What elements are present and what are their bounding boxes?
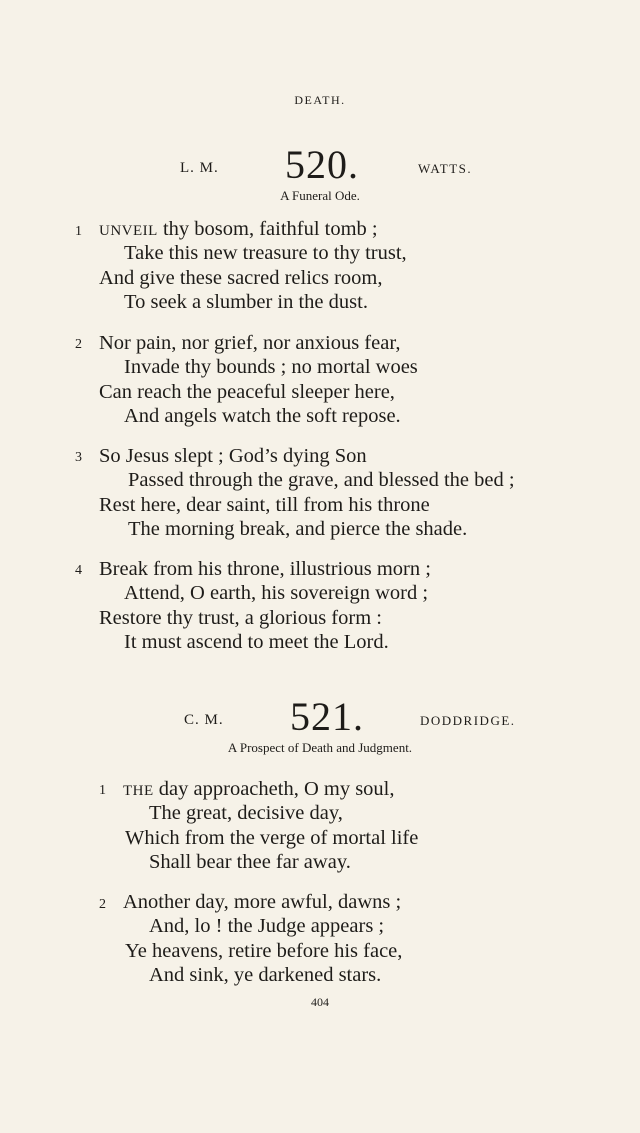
hymn-520-heading bbox=[0, 143, 640, 193]
verse-line: So Jesus slept ; God’s dying Son bbox=[99, 445, 367, 467]
verse-line: To seek a slumber in the dust. bbox=[124, 291, 368, 313]
hymn-number: 520. bbox=[285, 142, 359, 187]
verse-line: Nor pain, nor grief, nor anxious fear, bbox=[99, 332, 401, 354]
verse-line: And sink, ye darkened stars. bbox=[149, 964, 382, 986]
hymn-subtitle: A Prospect of Death and Judgment. bbox=[227, 740, 413, 755]
stanza-number: 1 bbox=[99, 783, 106, 798]
verse-line: THE day approacheth, O my soul, bbox=[123, 778, 395, 800]
verse-line: And, lo ! the Judge appears ; bbox=[149, 915, 385, 937]
stanza-number: 1 bbox=[75, 224, 82, 239]
verse-line: Rest here, dear saint, till from his throne bbox=[99, 494, 430, 516]
verse-line: Shall bear thee far away. bbox=[149, 851, 351, 873]
verse-line: Another day, more awful, dawns ; bbox=[123, 891, 402, 913]
verse-line: It must ascend to meet the Lord. bbox=[124, 631, 389, 653]
verse-line: And give these sacred relics room, bbox=[99, 267, 383, 289]
page-number: 404 bbox=[311, 995, 329, 1009]
stanza-number: 3 bbox=[75, 450, 82, 465]
running-head: DEATH. bbox=[294, 93, 346, 107]
verse-line: Invade thy bounds ; no mortal woes bbox=[124, 356, 418, 378]
verse-line: Restore thy trust, a glorious form : bbox=[99, 607, 382, 629]
verse-line: UNVEIL thy bosom, faithful tomb ; bbox=[99, 218, 378, 240]
verse-line: The morning break, and pierce the shade. bbox=[128, 518, 468, 540]
hymn-author: DODDRIDGE. bbox=[420, 713, 516, 728]
hymn-subtitle: A Funeral Ode. bbox=[280, 188, 360, 203]
verse-line: Attend, O earth, his sovereign word ; bbox=[124, 582, 429, 604]
verse-line: Ye heavens, retire before his face, bbox=[125, 940, 403, 962]
hymn-number: 521. bbox=[290, 694, 364, 739]
stanza-number: 2 bbox=[99, 897, 106, 912]
verse-line: The great, decisive day, bbox=[149, 802, 343, 824]
verse-line: Break from his throne, illustrious morn ; bbox=[99, 558, 431, 580]
stanza-number: 4 bbox=[75, 563, 82, 578]
initial-word: UNVEIL bbox=[99, 223, 158, 239]
hymn-meter: L. M. bbox=[180, 160, 219, 176]
hymn-author: WATTS. bbox=[418, 161, 473, 176]
hymn-meter: C. M. bbox=[184, 712, 224, 728]
hymn-521-heading bbox=[0, 695, 640, 745]
stanza-number: 2 bbox=[75, 337, 82, 352]
verse-line: Passed through the grave, and blessed the bed ; bbox=[128, 469, 515, 491]
verse-line: Can reach the peaceful sleeper here, bbox=[99, 381, 395, 403]
verse-line: Take this new treasure to thy trust, bbox=[124, 242, 407, 264]
verse-line: Which from the verge of mortal life bbox=[125, 827, 419, 849]
initial-word: THE bbox=[123, 783, 154, 799]
verse-line: And angels watch the soft repose. bbox=[124, 405, 401, 427]
